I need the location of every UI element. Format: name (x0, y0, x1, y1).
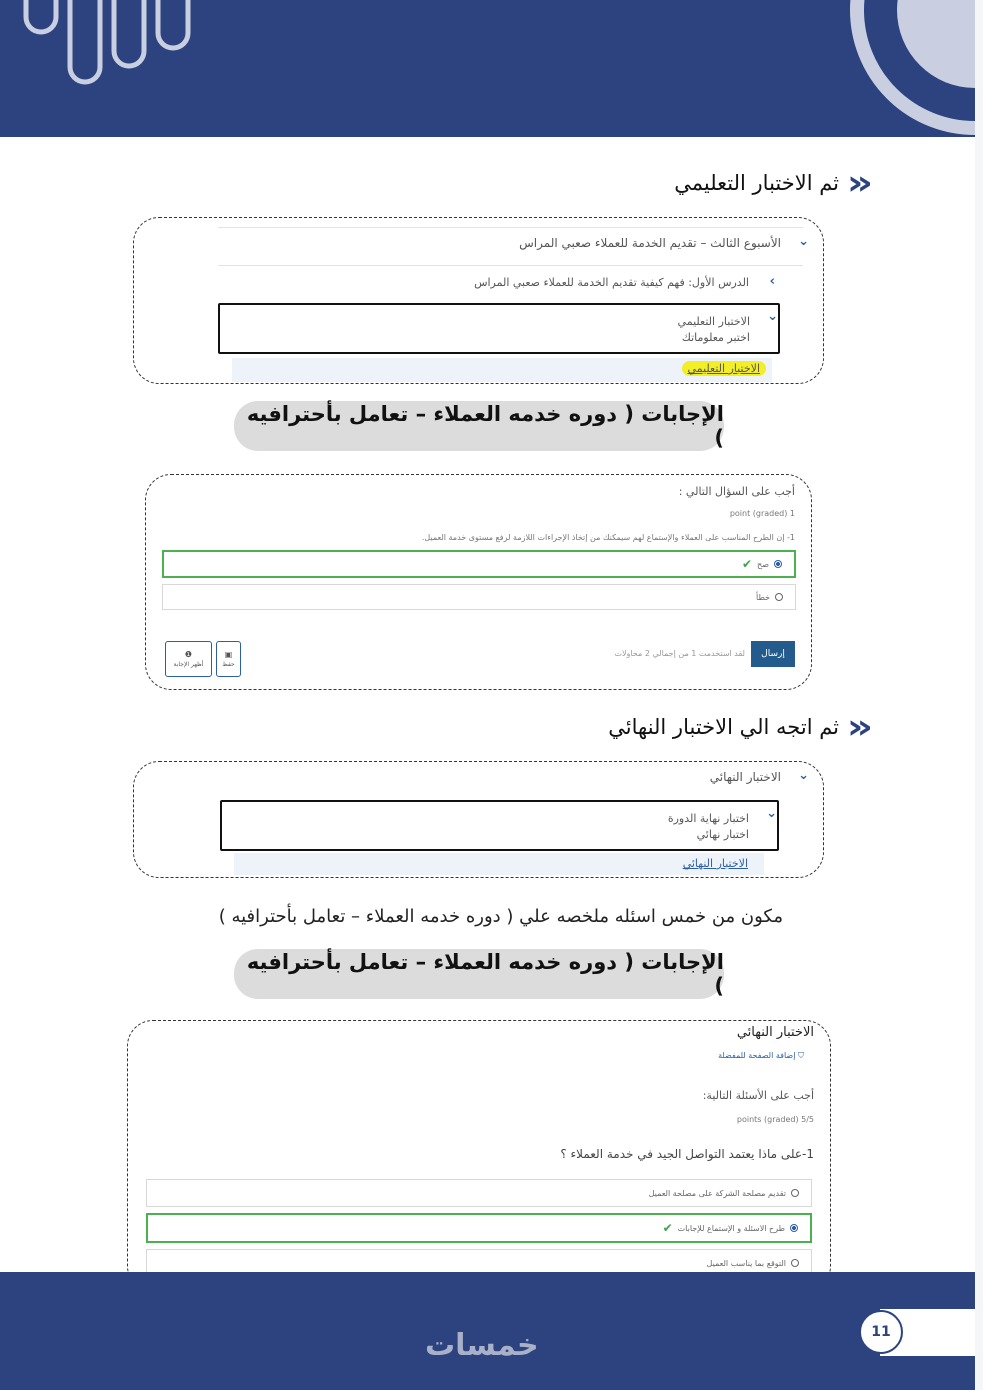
decor-loop-3 (114, 0, 144, 66)
right-margin-strip (975, 0, 983, 1390)
bookmark-link[interactable] (718, 1051, 804, 1061)
section-heading-2 (608, 707, 874, 747)
radio-selected-icon[interactable] (774, 560, 782, 568)
quiz-item-box[interactable] (218, 303, 780, 354)
final-title[interactable]: الاختبار النهائي (709, 770, 781, 784)
question-prompt: أجب على السؤال التالي : (678, 485, 795, 498)
attempts-text: لقد استخدمت 1 من إجمالي 2 محاولات (614, 649, 745, 658)
section-heading-1-text: ثم الاختبار التعليمي (674, 171, 840, 195)
week-title[interactable]: الأسبوع الثالث – تقديم الخدمة للعملاء صعبي المراس (519, 236, 781, 250)
option-label: التوقع بما يناسب العميل (706, 1258, 786, 1268)
header-band (0, 0, 975, 137)
description-text: مكون من خمس اسئله ملخصه علي ( دوره خدمه العملاء – تعامل بأحترافيه ) (218, 906, 783, 927)
chevron-right-icon[interactable]: › (769, 274, 775, 289)
bookmark-icon: ⛉ (798, 1051, 804, 1060)
final-quiz-box (127, 1020, 831, 1292)
option-label: طرح الاسئلة و الإستماع للإجابات (677, 1223, 785, 1233)
link-row (232, 358, 772, 382)
chevron-down-icon[interactable]: ⌄ (798, 768, 809, 783)
decor-loop-4 (158, 0, 188, 48)
section-heading-2-text: ثم اتجه الي الاختبار النهائي (608, 715, 840, 739)
option-false[interactable] (162, 584, 796, 610)
final-option-1[interactable] (146, 1179, 812, 1207)
final-option-2[interactable] (146, 1213, 812, 1243)
final-outline-box (133, 761, 824, 878)
answers-pill: الإجابات ( دوره خدمه العملاء – تعامل بأحترافيه ) (234, 949, 724, 999)
brand-logo: خمسات (425, 1328, 539, 1363)
radio-icon[interactable] (791, 1259, 799, 1267)
quiz-link[interactable]: الاختبار التعليمي (682, 361, 766, 376)
double-chevron-left-icon: « (846, 707, 874, 747)
quiz-title: الاختبار التعليمي (677, 315, 750, 328)
checkmark-icon: ✔ (662, 1221, 673, 1235)
divider (218, 265, 803, 266)
chevron-down-icon[interactable]: ⌄ (767, 309, 778, 324)
decor-loop-2 (70, 0, 100, 82)
final-link[interactable]: الاختبار النهائي (682, 857, 748, 870)
answers-pill: الإجابات ( دوره خدمه العملاء – تعامل بأحترافيه ) (234, 401, 724, 451)
show-answer-button[interactable] (165, 641, 212, 677)
radio-selected-icon[interactable] (790, 1224, 798, 1232)
option-true[interactable] (162, 550, 796, 578)
question-box (145, 474, 812, 690)
final-points: points (graded) 5/5 (736, 1115, 814, 1124)
decor-loop-1 (26, 0, 56, 32)
lesson-title[interactable]: الدرس الأول: فهم كيفية تقديم الخدمة للعملاء صعبي المراس (474, 276, 749, 289)
radio-icon[interactable] (791, 1189, 799, 1197)
decor-disc (897, 0, 975, 88)
radio-icon[interactable] (775, 593, 783, 601)
save-label: حفظ (222, 661, 235, 668)
save-button[interactable] (216, 641, 241, 677)
section-heading-1 (674, 163, 874, 203)
chevron-down-icon[interactable]: ⌄ (766, 806, 777, 821)
final-item-title: اختبار نهاية الدورة (667, 812, 749, 825)
option-label: تقديم مصلحة الشركة على مصلحة العميل (648, 1188, 786, 1198)
bookmark-label: إضافة الصفحة للمفضلة (718, 1051, 796, 1060)
link-row (234, 853, 764, 875)
question-text: 1- إن الطرح المناسب على العملاء والإستماع لهم سيمكنك من إتخاذ الإجراءات اللازمة لرفع مستوى خدمة العميل. (421, 533, 795, 542)
chevron-down-icon[interactable]: ⌄ (798, 234, 809, 249)
final-question: 1-على ماذا يعتمد التواصل الجيد في خدمة العملاء ؟ (560, 1147, 814, 1161)
option-label: خطأ (756, 592, 770, 602)
double-chevron-left-icon: « (846, 163, 874, 203)
submit-button[interactable]: إرسال (751, 641, 795, 667)
option-label: صح (757, 559, 769, 569)
show-answer-label: أظهر الإجابة (173, 661, 204, 668)
quiz-subtitle: اختبر معلوماتك (681, 331, 750, 344)
final-prompt: أجب على الأسئلة التالية: (702, 1089, 814, 1102)
page-number: 11 (859, 1310, 903, 1354)
final-item-box[interactable] (220, 800, 779, 851)
course-outline-box (133, 217, 824, 384)
final-quiz-title: الاختبار النهائي (736, 1025, 814, 1040)
info-icon: ❶ (184, 650, 193, 659)
divider (218, 227, 803, 228)
save-icon: ▣ (224, 650, 233, 659)
question-points: point (graded) 1 (729, 509, 795, 518)
header-decoration (0, 0, 975, 137)
final-item-subtitle: اختبار نهائي (696, 828, 749, 841)
checkmark-icon: ✔ (741, 557, 753, 571)
